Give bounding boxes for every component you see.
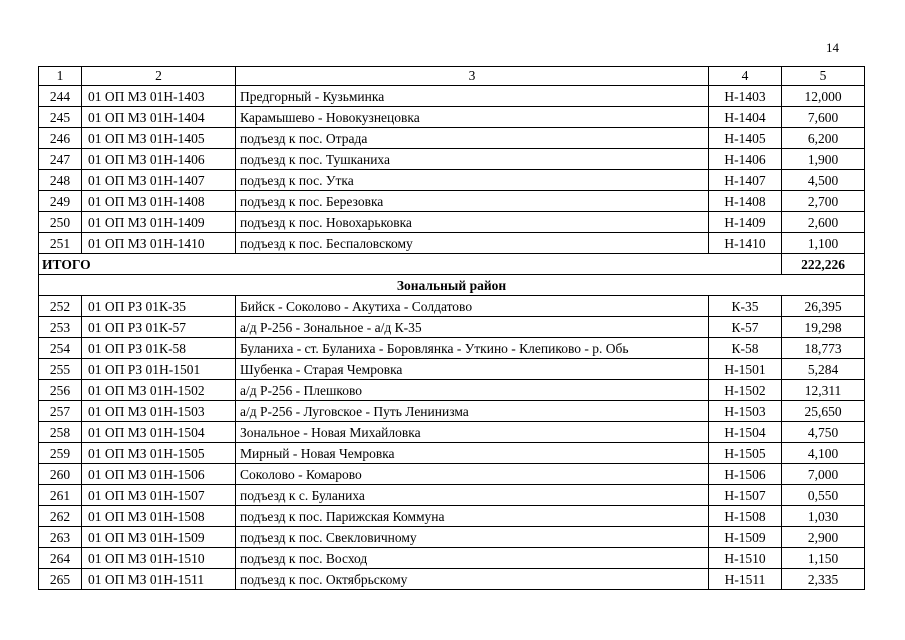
- road-code-cell: 01 ОП МЗ 01Н-1403: [82, 86, 236, 107]
- road-length-cell: 1,030: [782, 506, 865, 527]
- road-index-cell: Н-1508: [709, 506, 782, 527]
- road-name-cell: а/д Р-256 - Плешково: [236, 380, 709, 401]
- road-name-cell: подъезд к пос. Утка: [236, 170, 709, 191]
- row-number-cell: 262: [39, 506, 82, 527]
- road-index-cell: Н-1511: [709, 569, 782, 590]
- road-code-cell: 01 ОП МЗ 01Н-1505: [82, 443, 236, 464]
- row-number-cell: 257: [39, 401, 82, 422]
- row-number-cell: 253: [39, 317, 82, 338]
- table-row: [39, 170, 865, 191]
- row-number-cell: 252: [39, 296, 82, 317]
- row-number-cell: 261: [39, 485, 82, 506]
- table-row: [39, 401, 865, 422]
- road-index-cell: Н-1506: [709, 464, 782, 485]
- road-code-cell: 01 ОП МЗ 01Н-1410: [82, 233, 236, 254]
- road-code-cell: 01 ОП РЗ 01К-58: [82, 338, 236, 359]
- road-name-cell: Буланиха - ст. Буланиха - Боровлянка - Уткино - Клепиково - р. Обь: [236, 338, 709, 359]
- road-length-cell: 0,550: [782, 485, 865, 506]
- road-length-cell: 1,100: [782, 233, 865, 254]
- road-length-cell: 18,773: [782, 338, 865, 359]
- road-name-cell: Мирный - Новая Чемровка: [236, 443, 709, 464]
- road-code-cell: 01 ОП РЗ 01Н-1501: [82, 359, 236, 380]
- road-length-cell: 1,150: [782, 548, 865, 569]
- table-row: [39, 317, 865, 338]
- total-label: ИТОГО: [39, 254, 782, 275]
- row-number-cell: 259: [39, 443, 82, 464]
- road-index-cell: Н-1405: [709, 128, 782, 149]
- road-name-cell: Шубенка - Старая Чемровка: [236, 359, 709, 380]
- road-length-cell: 2,700: [782, 191, 865, 212]
- total-section: [39, 254, 865, 296]
- row-number-cell: 244: [39, 86, 82, 107]
- table-row: [39, 191, 865, 212]
- road-name-cell: подъезд к пос. Свекловичному: [236, 527, 709, 548]
- column-header-5: 5: [782, 67, 865, 86]
- page-number: 14: [826, 40, 839, 55]
- road-code-cell: 01 ОП МЗ 01Н-1503: [82, 401, 236, 422]
- row-number-cell: 247: [39, 149, 82, 170]
- road-name-cell: подъезд к пос. Октябрьскому: [236, 569, 709, 590]
- table-row: [39, 338, 865, 359]
- road-index-cell: К-58: [709, 338, 782, 359]
- road-name-cell: подъезд к пос. Тушканиха: [236, 149, 709, 170]
- row-number-cell: 260: [39, 464, 82, 485]
- road-length-cell: 4,500: [782, 170, 865, 191]
- road-length-cell: 6,200: [782, 128, 865, 149]
- road-code-cell: 01 ОП РЗ 01К-57: [82, 317, 236, 338]
- road-code-cell: 01 ОП МЗ 01Н-1404: [82, 107, 236, 128]
- road-index-cell: Н-1505: [709, 443, 782, 464]
- table-row: [39, 107, 865, 128]
- table-row: [39, 485, 865, 506]
- road-index-cell: Н-1406: [709, 149, 782, 170]
- road-name-cell: Зональное - Новая Михайловка: [236, 422, 709, 443]
- road-name-cell: подъезд к пос. Березовка: [236, 191, 709, 212]
- road-index-cell: Н-1502: [709, 380, 782, 401]
- table-row: [39, 296, 865, 317]
- road-name-cell: подъезд к пос. Восход: [236, 548, 709, 569]
- road-code-cell: 01 ОП МЗ 01Н-1502: [82, 380, 236, 401]
- row-number-cell: 246: [39, 128, 82, 149]
- road-name-cell: подъезд к пос. Парижская Коммуна: [236, 506, 709, 527]
- road-name-cell: Предгорный - Кузьминка: [236, 86, 709, 107]
- row-number-cell: 256: [39, 380, 82, 401]
- road-code-cell: 01 ОП МЗ 01Н-1405: [82, 128, 236, 149]
- road-name-cell: а/д Р-256 - Луговское - Путь Ленинизма: [236, 401, 709, 422]
- road-name-cell: подъезд к пос. Отрада: [236, 128, 709, 149]
- road-index-cell: К-57: [709, 317, 782, 338]
- road-name-cell: Карамышево - Новокузнецовка: [236, 107, 709, 128]
- table-row: [39, 233, 865, 254]
- road-index-cell: Н-1403: [709, 86, 782, 107]
- row-number-cell: 249: [39, 191, 82, 212]
- road-code-cell: 01 ОП МЗ 01Н-1406: [82, 149, 236, 170]
- table-row: [39, 128, 865, 149]
- road-code-cell: 01 ОП МЗ 01Н-1408: [82, 191, 236, 212]
- total-row: [39, 254, 865, 275]
- road-name-cell: Бийск - Соколово - Акутиха - Солдатово: [236, 296, 709, 317]
- road-name-cell: Соколово - Комарово: [236, 464, 709, 485]
- table-body-part1: [39, 86, 865, 254]
- road-index-cell: Н-1503: [709, 401, 782, 422]
- road-name-cell: подъезд к пос. Беспаловскому: [236, 233, 709, 254]
- row-number-cell: 258: [39, 422, 82, 443]
- table-body-part2: [39, 296, 865, 590]
- table-row: [39, 86, 865, 107]
- column-header-1: 1: [39, 67, 82, 86]
- table-row: [39, 569, 865, 590]
- road-code-cell: 01 ОП МЗ 01Н-1507: [82, 485, 236, 506]
- road-index-cell: Н-1509: [709, 527, 782, 548]
- road-index-cell: Н-1501: [709, 359, 782, 380]
- road-length-cell: 7,000: [782, 464, 865, 485]
- road-code-cell: 01 ОП МЗ 01Н-1409: [82, 212, 236, 233]
- road-length-cell: 7,600: [782, 107, 865, 128]
- road-code-cell: 01 ОП МЗ 01Н-1511: [82, 569, 236, 590]
- road-length-cell: 12,311: [782, 380, 865, 401]
- road-length-cell: 4,100: [782, 443, 865, 464]
- roads-table: [38, 66, 865, 590]
- road-index-cell: Н-1409: [709, 212, 782, 233]
- table-row: [39, 359, 865, 380]
- road-length-cell: 2,335: [782, 569, 865, 590]
- road-name-cell: подъезд к с. Буланиха: [236, 485, 709, 506]
- road-length-cell: 12,000: [782, 86, 865, 107]
- table-row: [39, 212, 865, 233]
- road-length-cell: 2,900: [782, 527, 865, 548]
- road-index-cell: Н-1407: [709, 170, 782, 191]
- road-code-cell: 01 ОП МЗ 01Н-1407: [82, 170, 236, 191]
- road-index-cell: Н-1404: [709, 107, 782, 128]
- road-length-cell: 1,900: [782, 149, 865, 170]
- road-code-cell: 01 ОП МЗ 01Н-1509: [82, 527, 236, 548]
- section-header-row: [39, 275, 865, 296]
- road-index-cell: Н-1504: [709, 422, 782, 443]
- road-code-cell: 01 ОП МЗ 01Н-1510: [82, 548, 236, 569]
- row-number-cell: 264: [39, 548, 82, 569]
- column-number-row: [39, 67, 865, 86]
- total-value: 222,226: [782, 254, 865, 275]
- table-row: [39, 380, 865, 401]
- row-number-cell: 263: [39, 527, 82, 548]
- road-index-cell: К-35: [709, 296, 782, 317]
- road-index-cell: Н-1507: [709, 485, 782, 506]
- row-number-cell: 245: [39, 107, 82, 128]
- road-length-cell: 26,395: [782, 296, 865, 317]
- row-number-cell: 265: [39, 569, 82, 590]
- section-title: Зональный район: [39, 275, 865, 296]
- row-number-cell: 248: [39, 170, 82, 191]
- column-header-2: 2: [82, 67, 236, 86]
- road-length-cell: 5,284: [782, 359, 865, 380]
- row-number-cell: 254: [39, 338, 82, 359]
- road-length-cell: 4,750: [782, 422, 865, 443]
- table-row: [39, 527, 865, 548]
- road-code-cell: 01 ОП МЗ 01Н-1508: [82, 506, 236, 527]
- road-name-cell: а/д Р-256 - Зональное - а/д К-35: [236, 317, 709, 338]
- road-name-cell: подъезд к пос. Новохарьковка: [236, 212, 709, 233]
- road-index-cell: Н-1410: [709, 233, 782, 254]
- road-length-cell: 2,600: [782, 212, 865, 233]
- road-code-cell: 01 ОП МЗ 01Н-1506: [82, 464, 236, 485]
- road-code-cell: 01 ОП РЗ 01К-35: [82, 296, 236, 317]
- table-row: [39, 506, 865, 527]
- table-row: [39, 464, 865, 485]
- table-row: [39, 548, 865, 569]
- table-row: [39, 422, 865, 443]
- table-row: [39, 149, 865, 170]
- road-index-cell: Н-1408: [709, 191, 782, 212]
- road-code-cell: 01 ОП МЗ 01Н-1504: [82, 422, 236, 443]
- row-number-cell: 250: [39, 212, 82, 233]
- column-header-3: 3: [236, 67, 709, 86]
- road-index-cell: Н-1510: [709, 548, 782, 569]
- table-row: [39, 443, 865, 464]
- row-number-cell: 255: [39, 359, 82, 380]
- road-length-cell: 19,298: [782, 317, 865, 338]
- row-number-cell: 251: [39, 233, 82, 254]
- road-length-cell: 25,650: [782, 401, 865, 422]
- column-header-4: 4: [709, 67, 782, 86]
